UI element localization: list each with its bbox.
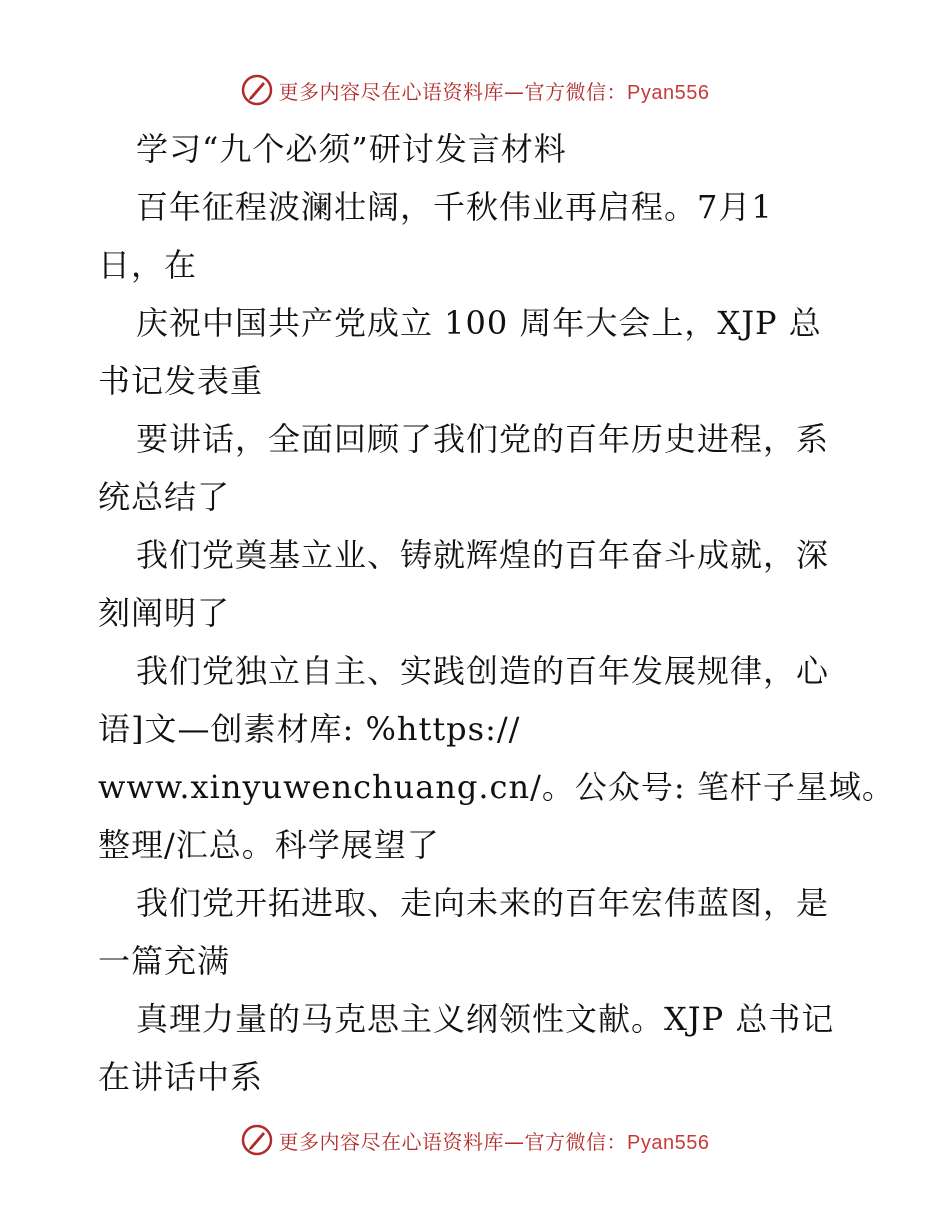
text-line: 真理力量的马克思主义纲领性文献。XJP 总书记 (136, 1000, 835, 1038)
quill-logo-icon (241, 74, 273, 106)
watermark-label: 更多内容尽在心语资料库—官方微信： (278, 1129, 628, 1154)
watermark-handle: Pyan556 (627, 81, 710, 104)
text-line: 我们党独立自主、实践创造的百年发展规律，心 (136, 652, 830, 690)
watermark-label: 更多内容尽在心语资料库—官方微信： (278, 79, 628, 104)
text-line: 百年征程波澜壮阔，千秋伟业再启程。7月1 (136, 188, 773, 226)
footer-watermark-banner (0, 1118, 950, 1162)
text-line: 我们党奠基立业、铸就辉煌的百年奋斗成就，深 (136, 536, 830, 574)
text-line: 统总结了 (98, 478, 231, 516)
text-line: 一篇充满 (98, 942, 231, 980)
text-line: 我们党开拓进取、走向未来的百年宏伟蓝图，是 (136, 884, 830, 922)
text-line: 语]文—创素材库: %https:// (98, 710, 521, 748)
watermark-text (279, 1126, 710, 1155)
header-watermark-banner (0, 68, 950, 112)
watermark-handle: Pyan556 (627, 1131, 710, 1154)
text-line: 整理/汇总。科学展望了 (98, 826, 440, 864)
text-line: www.xinyuwenchuang.cn/。公众号: 笔杆子星域。 (98, 768, 895, 806)
text-line: 学习“九个必须”研讨发言材料 (136, 130, 567, 168)
text-line: 庆祝中国共产党成立 100 周年大会上，XJP 总 (136, 304, 822, 342)
text-line: 书记发表重 (98, 362, 264, 400)
text-line: 在讲话中系 (98, 1058, 264, 1096)
watermark-text (279, 76, 710, 105)
text-line: 日，在 (98, 246, 198, 284)
text-line: 要讲话，全面回顾了我们党的百年历史进程，系 (136, 420, 830, 458)
text-line: 刻阐明了 (98, 594, 231, 632)
document-body (98, 120, 895, 1106)
quill-logo-icon (241, 1124, 273, 1156)
